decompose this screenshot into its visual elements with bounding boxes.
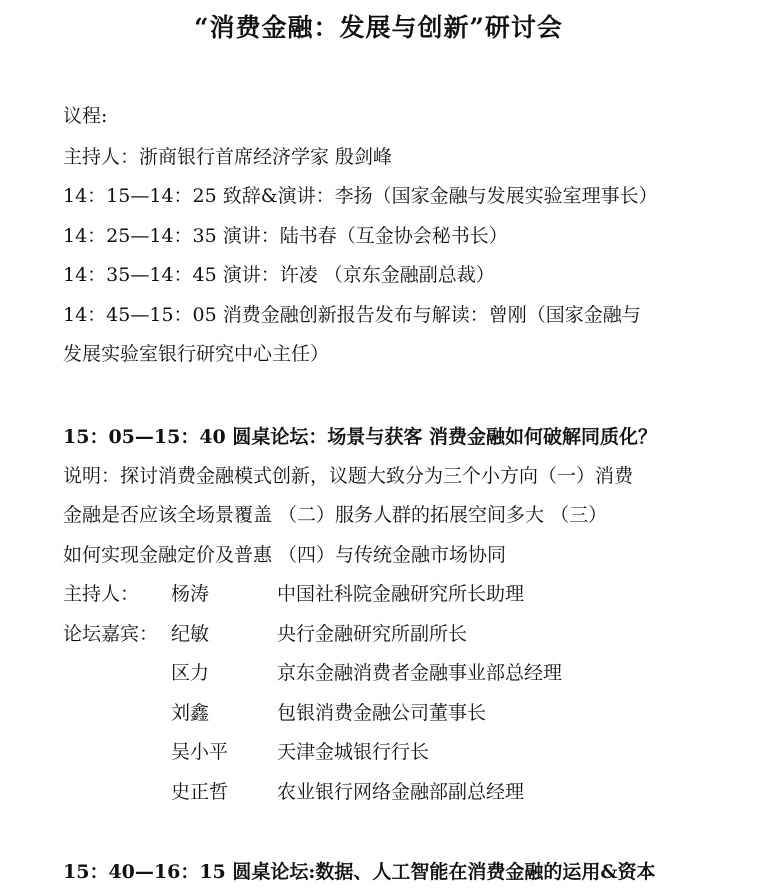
forum1-desc-line: 金融是否应该全场景覆盖 （二）服务人群的拓展空间多大 （三） — [63, 504, 608, 526]
person-title: 京东金融消费者金融事业部总经理 — [277, 662, 563, 684]
agenda-item: 14：25—14：35 演讲：陆书春（互金协会秘书长） — [63, 225, 508, 247]
forum1-heading: 15：05—15：40 圆桌论坛：场景与获客 消费金融如何破解同质化？ — [63, 426, 657, 448]
person-name: 区力 — [171, 662, 210, 684]
person-name: 纪敏 — [171, 623, 210, 645]
person-title: 农业银行网络金融部副总经理 — [277, 781, 525, 803]
forum1-desc-line: 如何实现金融定价及普惠 （四）与传统金融市场协同 — [63, 544, 507, 566]
opening-host: 主持人：浙商银行首席经济学家 殷剑峰 — [63, 146, 393, 168]
agenda-item: 发展实验室银行研究中心主任） — [63, 343, 330, 365]
person-role: 主持人： — [63, 583, 140, 605]
person-name: 史正哲 — [171, 781, 229, 803]
person-name: 杨涛 — [171, 583, 210, 605]
agenda-item: 14：45—15：05 消费金融创新报告发布与解读：曾刚（国家金融与 — [63, 304, 641, 326]
person-title: 包银消费金融公司董事长 — [277, 702, 487, 724]
person-name: 刘鑫 — [171, 702, 210, 724]
agenda-label: 议程: — [63, 105, 108, 127]
agenda-item: 14：15—14：25 致辞&演讲：李扬（国家金融与发展实验室理事长） — [63, 185, 658, 207]
forum2-heading: 15：40—16：15 圆桌论坛:数据、人工智能在消费金融的运用&资本 — [63, 861, 656, 883]
person-title: 央行金融研究所副所长 — [277, 623, 468, 645]
forum1-desc-line: 说明：探讨消费金融模式创新，议题大致分为三个小方向（一）消费 — [63, 465, 634, 487]
person-name: 吴小平 — [171, 741, 229, 763]
person-title: 中国社科院金融研究所长助理 — [277, 583, 525, 605]
agenda-item: 14：35—14：45 演讲：许凌 （京东金融副总裁） — [63, 264, 495, 286]
document-title: “消费金融：发展与创新”研讨会 — [194, 13, 563, 42]
person-role: 论坛嘉宾： — [63, 623, 159, 645]
person-title: 天津金城银行行长 — [277, 741, 430, 763]
